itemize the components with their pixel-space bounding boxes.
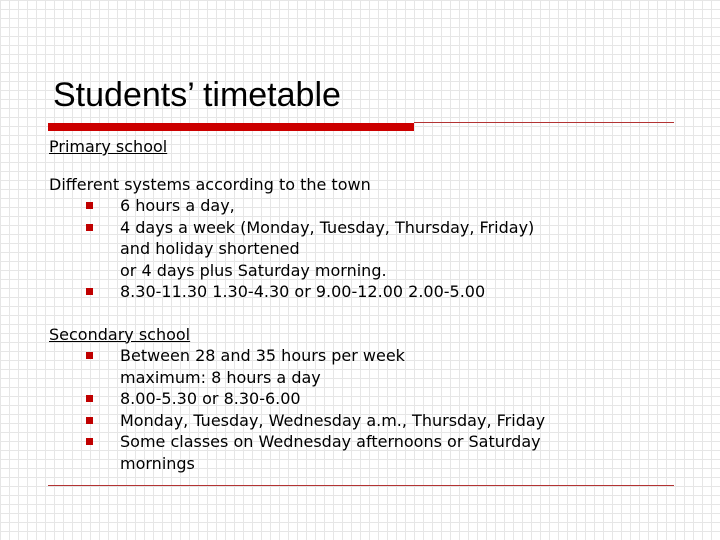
bullet-text: Between 28 and 35 hours per week: [120, 346, 405, 365]
slide-content: [49, 136, 689, 474]
footer-rule: [48, 485, 674, 486]
square-bullet-icon: [86, 352, 93, 359]
list-item: [49, 217, 689, 282]
list-item: [49, 195, 689, 217]
secondary-bullet-list: [49, 345, 689, 474]
title-underline-rule: [414, 122, 674, 123]
square-bullet-icon: [86, 395, 93, 402]
list-item: [49, 281, 689, 303]
bullet-text: 8.30-11.30 1.30-4.30 or 9.00-12.00 2.00-5.00: [120, 282, 486, 301]
primary-bullet-list: [49, 195, 689, 303]
bullet-text: and holiday shortened: [120, 239, 300, 258]
list-item: [49, 388, 689, 410]
bullet-text: 8.00-5.30 or 8.30-6.00: [120, 389, 301, 408]
bullet-text: Monday, Tuesday, Wednesday a.m., Thursday, Friday: [120, 410, 546, 430]
title-underline-bar: [48, 123, 414, 131]
square-bullet-icon: [86, 417, 93, 424]
bullet-text: maximum: 8 hours a day: [120, 367, 321, 387]
bullet-text: mornings: [120, 453, 195, 473]
list-item: [49, 410, 689, 432]
slide-title: Students’ timetable: [53, 76, 341, 114]
list-item: [49, 345, 689, 388]
square-bullet-icon: [86, 202, 93, 209]
bullet-text: 6 hours a day,: [120, 196, 235, 215]
square-bullet-icon: [86, 288, 93, 295]
square-bullet-icon: [86, 224, 93, 231]
bullet-text: Some classes on Wednesday afternoons or Saturday: [120, 432, 541, 451]
secondary-school-heading: Secondary school: [49, 324, 191, 344]
primary-school-heading: Primary school: [49, 137, 168, 156]
list-item: [49, 431, 689, 474]
primary-intro: Different systems according to the town: [49, 174, 371, 194]
bullet-text: 4 days a week (Monday, Tuesday, Thursday, Friday): [120, 217, 535, 237]
square-bullet-icon: [86, 438, 93, 445]
bullet-text: or 4 days plus Saturday morning.: [120, 260, 387, 280]
